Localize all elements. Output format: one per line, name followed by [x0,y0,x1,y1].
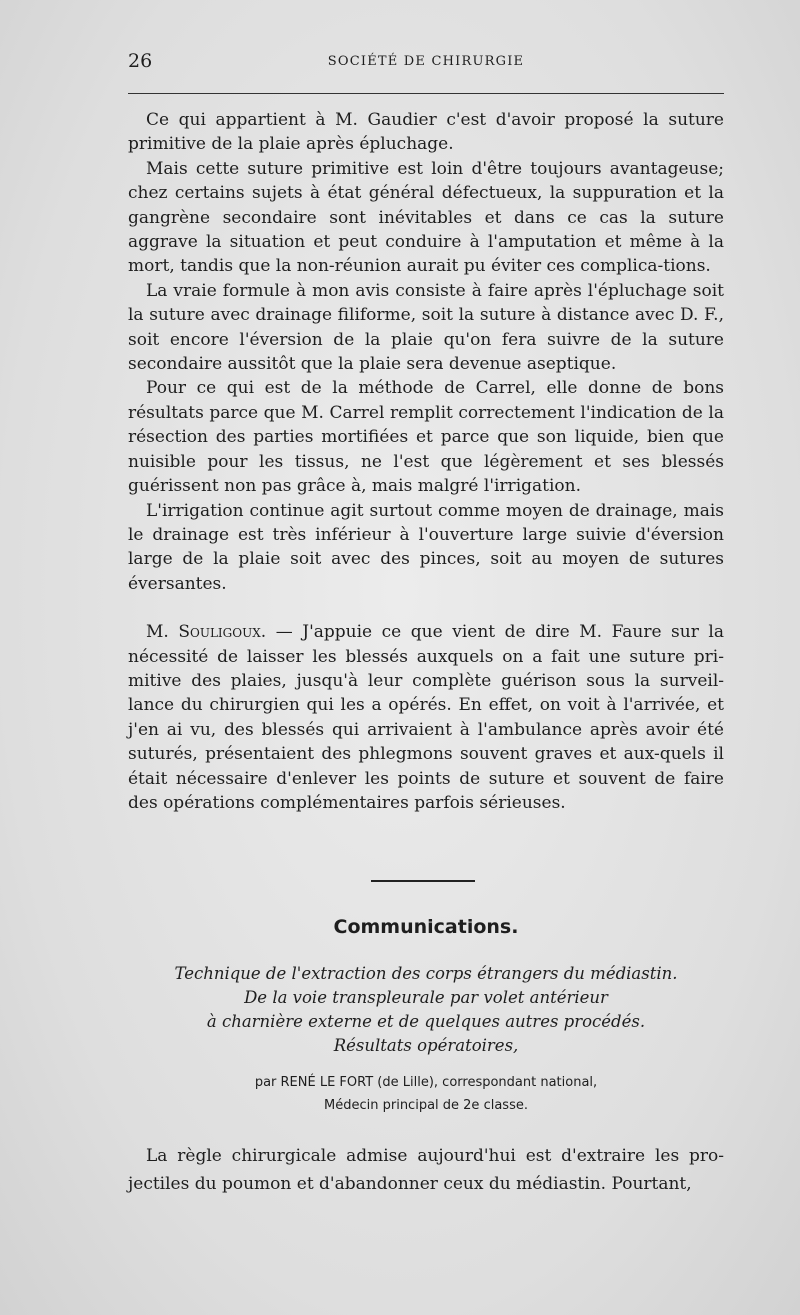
paragraph: La règle chirurgicale admise aujourd'hui est d'extraire les pro-jectiles du poumon et d'abandonner ceux du médiastin. Pourtant, [128,1146,724,1194]
article-title-line: Technique de l'extraction des corps étrangers du médiastin. [174,964,678,983]
article-byline [128,1071,724,1117]
page-header [128,50,724,76]
article-title-line: à charnière externe et de quelques autres procédés. [206,1012,646,1031]
speaker-remarks: — J'appuie ce que vient de dire M. Faure sur la nécessité de laisser les blessés auxquels on a fait une suture pri-mitive des plaies, jusqu'à leur complète guérison sous la surveil-lance du chirurgien qui les a opérés. En effet, on voit à l'arrivée, et j'en ai vu, des blessés qui arrivaient à l'ambulance après avoir été suturés, présentaient des phlegmons souvent graves et aux-quels il était nécessaire d'enlever les points de suture et souvent de faire des opérations complémentaires parfois sérieuses. [128,622,724,813]
byline-author: par RENÉ LE FORT (de Lille), correspondant national, [254,1075,598,1090]
speaker-name: M. Souligoux. [146,622,267,643]
paragraph: Ce qui appartient à M. Gaudier c'est d'avoir proposé la suture primitive de la plaie après épluchage. [128,110,724,155]
paragraph: L'irrigation continue agit surtout comme moyen de drainage, mais le drainage est très inférieur à l'ouverture large suivie d'éversion large de la plaie soit avec des pinces, soit au moyen de sutures éversantes. [128,500,724,594]
paragraph: Mais cette suture primitive est loin d'être toujours avantageuse; chez certains sujets à état général défectueux, la suppuration et la gangrène secondaire sont inévitables et dans ce cas la suture aggrave la situation et peut conduire à l'amputation et même à la mort, tandis que la non-réunion aurait pu éviter ces complica-tions. [128,158,724,277]
article-title-line: Résultats opératoires, [333,1036,519,1055]
section-title: Communications. [333,916,519,938]
article-text [128,1142,724,1198]
discussion-text [128,108,724,815]
section-divider [371,880,475,882]
paragraph: La vraie formule à mon avis consiste à faire après l'épluchage soit la suture avec drainage filiforme, soit la suture à distance avec D. F., soit encore l'éversion de la plaie qu'on fera suivre de la suture secondaire aussitôt que la plaie sera devenue aseptique. [128,280,724,375]
article-title-line: De la voie transpleurale par volet antérieur [244,988,608,1007]
paragraph: Pour ce qui est de la méthode de Carrel, elle donne de bons résultats parce que M. Carrel remplit correctement l'indication de la résection des parties mortifiées et parce que son liquide, bien que nuisible pour les tissus, ne l'est que légèrement et ses blessés guérissent non pas grâce à, mais malgré l'irrigation. [128,378,724,497]
speaker-paragraph [128,620,724,815]
running-title: SOCIÉTÉ DE CHIRURGIE [327,54,525,69]
header-rule [128,93,724,94]
article-title [128,962,724,1058]
page-number: 26 [128,50,153,72]
byline-rank: Médecin principal de 2e classe. [324,1098,528,1113]
